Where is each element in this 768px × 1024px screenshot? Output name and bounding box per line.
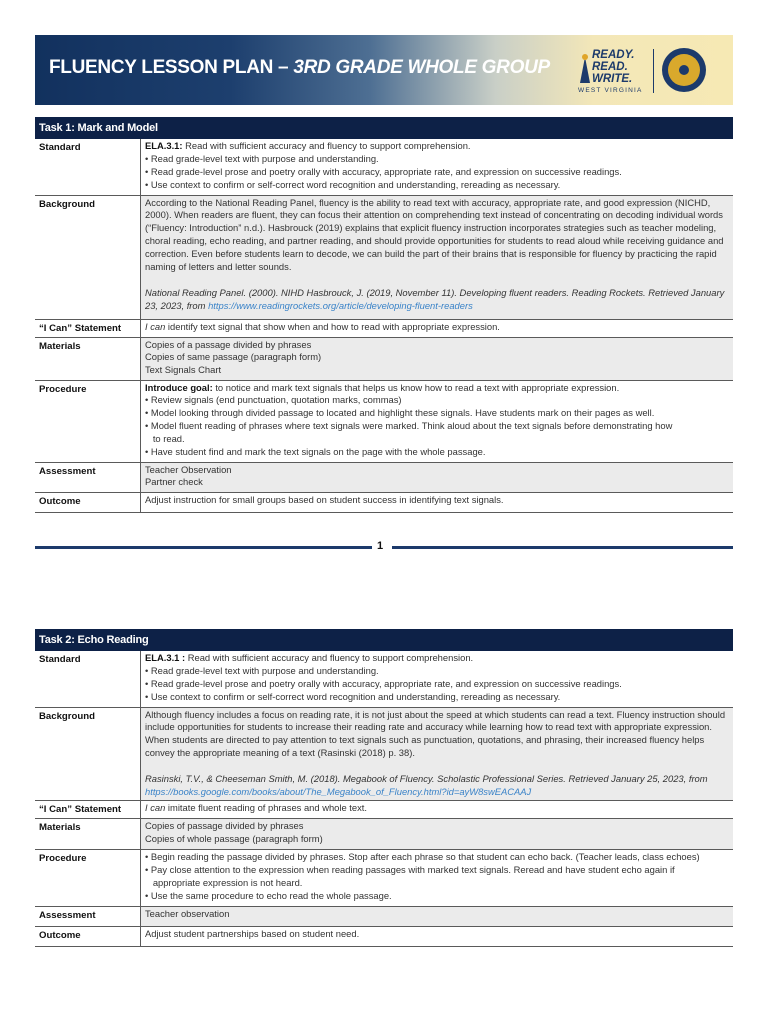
materials-value [141,818,734,849]
assessment-value [141,462,734,492]
materials-item: Text Signals Chart [145,364,222,376]
procedure-label: Procedure [39,383,87,395]
materials-label: Materials [39,821,81,833]
standard-bullet: • Use context to confirm or self-correct word recognition and understanding, rereading as necessary. [145,690,561,702]
ican-italic: I can [145,801,166,813]
ican-text: imitate fluent reading of phrases and whole text. [165,801,368,813]
logo-line3: WRITE. [592,73,633,85]
outcome-value: Adjust instruction for small groups based on student success in identifying text signals. [141,492,734,512]
task2-title: Task 2: Echo Reading [35,629,733,651]
task1-title: Task 1: Mark and Model [35,117,733,139]
procedure-bullet: • Begin reading the passage divided by phrases. Stop after each phrase so that student can echo back. (Teacher leads, class echoes) [145,850,700,862]
ican-text: identify text signal that show when and how to read with appropriate expression. [165,320,500,332]
background-value [141,195,734,319]
standard-bullet: • Read grade-level prose and poetry orally with accuracy, appropriate rate, and expression on successive readings. [145,165,622,177]
standard-bullet: • Use context to confirm or self-correct word recognition and understanding, rereading as necessary. [145,178,561,190]
outcome-label: Outcome [39,495,81,507]
procedure-value [141,849,734,906]
procedure-bullet: • Use the same procedure to echo read the whole passage. [145,889,392,901]
outcome-label: Outcome [39,929,81,941]
ready-read-write-logo [578,47,650,95]
standard-code: ELA.3.1: [145,140,183,151]
task2-section [35,629,733,947]
page-title [49,57,550,79]
page-divider-right [392,546,733,549]
background-text: According to the National Reading Panel, fluency is the ability to read text with accuracy, appropriate rate, and good expression (NICHD, 2000). When readers are fluent, they can focus their attention on comprehending text instead of concentrating on decoding individual words (“Fluency: Introduction” n.d.). Hasbrouck (2019) explains that explicit fluency instruction incorporates strategies such as teacher modeling, choral reading, echo reading, and partner reading, and should provide opportunities for students to read aloud while receiving guidance and correction. Even before students learn to decode, we can build the part of their brains that is responsible for fluency by practicing the rapid naming of letters and letter sounds. [145,196,724,273]
procedure-bullet: • Review signals (end punctuation, quotation marks, commas) [145,394,402,406]
procedure-bullet: • Have student find and mark the text signals on the page with the whole passage. [145,446,486,458]
procedure-value [141,380,734,462]
page-number: 1 [377,540,384,552]
assessment-item: Teacher observation [145,907,230,919]
page-divider-left [35,546,372,549]
materials-value [141,337,734,380]
ican-label: “I Can” Statement [39,803,122,815]
materials-item: Copies of same passage (paragraph form) [145,351,322,363]
background-value [141,707,734,800]
state-seal-icon [662,48,706,92]
standard-bullet: • Read grade-level prose and poetry orally with accuracy, appropriate rate, and expression on successive readings. [145,677,622,689]
standard-text: Read with sufficient accuracy and fluency to support comprehension. [182,140,471,151]
background-label: Background [39,198,95,210]
standard-label: Standard [39,142,81,153]
title-main: FLUENCY LESSON PLAN – [49,57,294,78]
task2-table [35,651,733,947]
task1-section [35,117,733,513]
procedure-bullet: to read. [145,433,185,445]
task1-table [35,139,733,513]
book-icon [578,53,592,87]
logo-line1: READY. [592,49,635,61]
procedure-bullet: appropriate expression is not heard. [145,876,303,888]
standard-bullet: • Read grade-level text with purpose and understanding. [145,664,379,676]
background-text: Although fluency includes a focus on reading rate, it is not just about the speed at which students can read a text. Fluency instruction should include opportunities for students to increase their reading rate and accuracy while learning how to read text with appropriate expression. When students are directed to pay attention to text signals such as punctuation, quotations, and phrasing, their increased fluency helps convey the appropriate meaning of a text (Rasinski (2018) p. 38). [145,708,726,759]
assessment-item: Partner check [145,476,203,488]
standard-text: Read with sufficient accuracy and fluency to support comprehension. [185,652,474,663]
procedure-goal-label: Introduce goal: [145,381,213,393]
reference-link[interactable]: https://www.readingrockets.org/article/developing-fluent-readers [208,299,473,311]
materials-item: Copies of passage divided by phrases [145,819,304,831]
logo-state: WEST VIRGINIA [578,87,643,94]
procedure-bullet: • Pay close attention to the expression when reading passages with marked text signals. Reread and have student echo again if [145,863,675,875]
procedure-label: Procedure [39,852,87,864]
logo-line2: READ. [592,61,628,73]
procedure-goal-text: to notice and mark text signals that helps us know how to read a text with appropriate expression. [212,381,620,393]
assessment-label: Assessment [39,465,96,477]
title-italic: 3RD GRADE WHOLE GROUP [293,57,550,78]
ican-value [141,319,734,337]
standard-label: Standard [39,654,81,665]
background-citation: National Reading Panel. (2000). NIHD Hasbrouck, J. (2019, November 11). Developing fluent readers. Reading Rockets. Retrieved January 23, 2023, from [145,286,725,311]
materials-label: Materials [39,340,81,352]
assessment-value [141,906,734,926]
standard-value [141,139,734,195]
ican-value [141,800,734,818]
materials-item: Copies of a passage divided by phrases [145,338,312,350]
background-label: Background [39,710,95,722]
ican-label: “I Can” Statement [39,322,122,334]
reference-link[interactable]: https://books.google.com/books/about/The_Megabook_of_Fluency.html?id=ayW8swEACAAJ [145,786,532,798]
header-banner [35,35,733,105]
logo-divider [653,49,654,93]
materials-item: Copies of whole passage (paragraph form) [145,832,323,844]
standard-code: ELA.3.1 : [145,652,186,663]
outcome-value: Adjust student partnerships based on student need. [141,926,734,946]
background-citation: Rasinski, T.V., & Cheeseman Smith, M. (2018). Megabook of Fluency. Scholastic Professional Series. Retrieved January 25, 2023, from [145,773,708,785]
procedure-bullet: • Model looking through divided passage to located and highlight these signals. Have students mark on their pages as well. [145,407,655,419]
standard-value [141,651,734,707]
standard-bullet: • Read grade-level text with purpose and understanding. [145,152,379,164]
ican-italic: I can [145,320,166,332]
assessment-item: Teacher Observation [145,463,232,475]
assessment-label: Assessment [39,909,96,921]
procedure-bullet: • Model fluent reading of phrases where text signals were marked. Think aloud about the text signals before demonstrating how [145,420,673,432]
